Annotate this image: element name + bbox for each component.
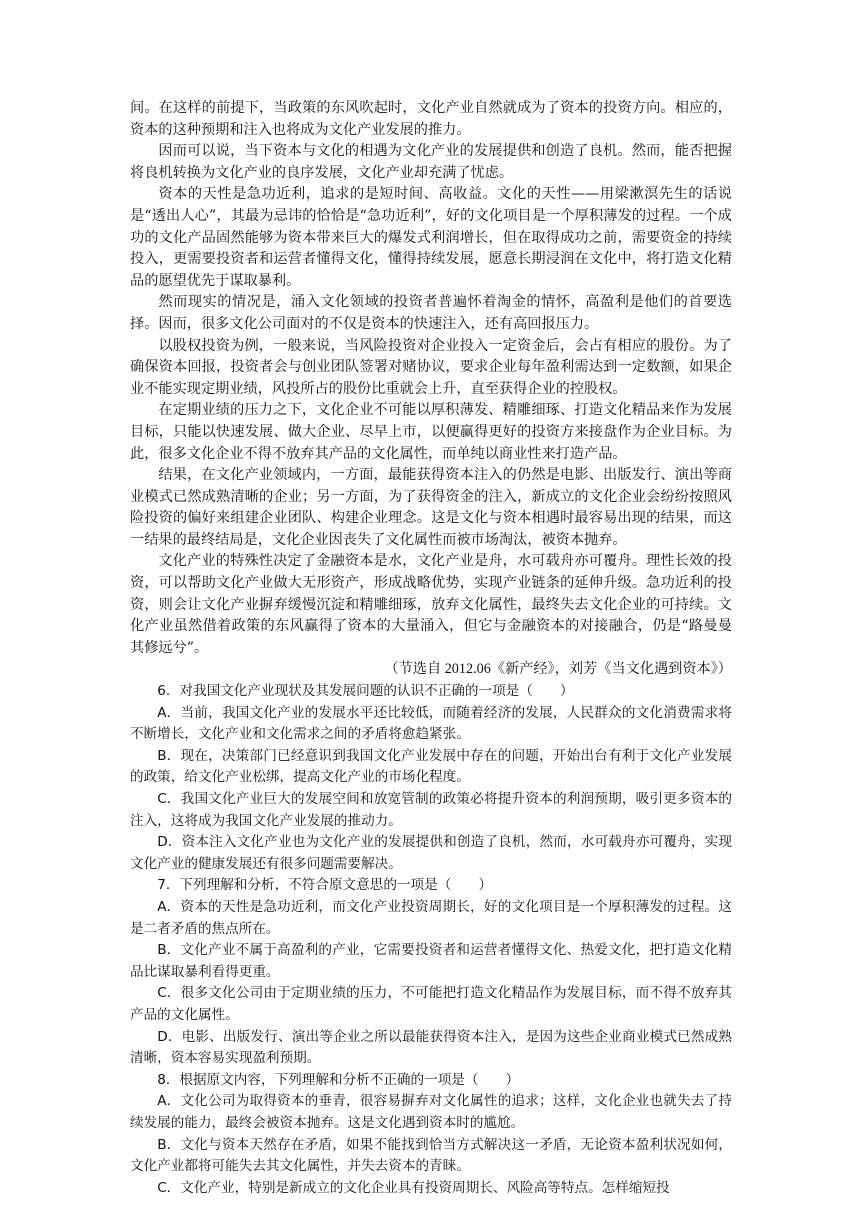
source-citation: （节选自 2012.06《新产经》，刘芳《当文化遇到资本》） (384, 661, 732, 678)
passage-paragraph: 因而可以说，当下资本与文化的相遇为文化产业的发展提供和创造了良机。然而，能否把握将良机转换为文化产业的良序发展，文化产业却充满了忧虑。 (130, 143, 732, 181)
question-6-option-b: B．现在，决策部门已经意识到我国文化产业发展中存在的问题，开始出台有利于文化产业发展的政策，给文化产业松绑，提高文化产业的市场化程度。 (130, 747, 732, 786)
question-8-option-c: C．文化产业，特别是新成立的文化企业具有投资周期长、风险高等特点。怎样缩短投 (157, 1179, 670, 1196)
passage-paragraph-continued: 间。在这样的前提下，当政策的东风吹起时，文化产业自然就成为了资本的投资方向。相应的，资本的这种预期和注入也将成为文化产业发展的推力。 (130, 100, 732, 138)
question-7-stem: 7．下列理解和分析，不符合原文意思的一项是（ ） (157, 877, 493, 894)
question-8-option-a: A．文化公司为取得资本的垂青，很容易摒弃对文化属性的追求；这样，文化企业也就失去了持续发展的能力，最终会被资本抛弃。这是文化遇到资本时的尴尬。 (130, 1093, 732, 1131)
question-6-stem: 6．对我国文化产业现状及其发展问题的认识不正确的一项是（ ） (157, 683, 574, 700)
question-7-option-c: C．很多文化公司由于定期业绩的压力，不可能把打造文化精品作为发展目标，而不得不放弃其产品的文化属性。 (130, 985, 732, 1023)
question-6-option-c: C．我国文化产业巨大的发展空间和放宽管制的政策必将提升资本的利润预期，吸引更多资本的注入，这将成为我国文化产业发展的推动力。 (130, 791, 732, 829)
question-7-option-b: B．文化产业不属于高盈利的产业，它需要投资者和运营者懂得文化、热爱文化，把打造文化精品比谋取暴利看得更重。 (130, 942, 732, 980)
question-8-stem: 8．根据原文内容，下列理解和分析不正确的一项是（ ） (157, 1071, 520, 1088)
passage-paragraph: 在定期业绩的压力之下，文化企业不可能以厚积薄发、精雕细琢、打造文化精品来作为发展目标，只能以快速发展、做大企业、尽早上市，以便赢得更好的投资方来接盘作为企业目标。为此，很多文化企业不得不放弃其产品的文化属性，而单纯以商业性来打造产品。 (130, 402, 732, 462)
passage-paragraph: 文化产业的特殊性决定了金融资本是水，文化产业是舟，水可载舟亦可覆舟。理性长效的投资，可以帮助文化产业做大无形资产，形成战略优势，实现产业链条的延伸升级。急功近利的投资，则会让文化产业摒弃缓慢沉淀和精雕细琢，放弃文化属性，最终失去文化企业的可持续。文化产业虽然借着政策的东风赢得了资本的大量涌入，但它与金融资本的对接融合，仍是“路曼曼其修远兮”。 (130, 553, 732, 656)
question-8-option-b: B．文化与资本天然存在矛盾，如果不能找到恰当方式解决这一矛盾，无论资本盈利状况如何，文化产业都将可能失去其文化属性，并失去资本的青睐。 (130, 1136, 732, 1175)
question-7-option-a: A．资本的天性是急功近利，而文化产业投资周期长，好的文化项目是一个厚积薄发的过程。这是二者矛盾的焦点所在。 (130, 898, 732, 937)
passage-paragraph: 以股权投资为例，一般来说，当风险投资对企业投入一定资金后，会占有相应的股份。为了确保资本回报，投资者会与创业团队签署对赌协议，要求企业每年盈利需达到一定数额，如果企业不能实现定期业绩，风投所占的股份比重就会上升，直至获得企业的控股权。 (130, 337, 732, 397)
passage-paragraph: 结果，在文化产业领域内，一方面，最能获得资本注入的仍然是电影、出版发行、演出等商业模式已然成熟清晰的企业；另一方面，为了获得资金的注入，新成立的文化企业会纷纷按照风险投资的偏好来组建企业团队、构建企业理念。这是文化与资本相遇时最容易出现的结果，而这一结果的最终结局是，文化企业因丧失了文化属性而被市场淘汰，被资本抛弃。 (130, 467, 732, 548)
question-7-option-d: D．电影、出版发行、演出等企业之所以最能获得资本注入，是因为这些企业商业模式已然成熟清晰，资本容易实现盈利预期。 (130, 1028, 732, 1067)
exam-page (130, 98, 732, 1199)
question-6-option-a: A．当前，我国文化产业的发展水平还比较低，而随着经济的发展，人民群众的文化消费需求将不断增长，文化产业和文化需求之间的矛盾将愈趋紧张。 (130, 704, 732, 743)
question-6-option-d: D．资本注入文化产业也为文化产业的发展提供和创造了良机，然而，水可载舟亦可覆舟，实现文化产业的健康发展还有很多问题需要解决。 (130, 834, 732, 872)
passage-paragraph: 然而现实的情况是，涌入文化领域的投资者普遍怀着淘金的情怀，高盈利是他们的首要选择。因而，很多文化公司面对的不仅是资本的快速注入，还有高回报压力。 (130, 294, 732, 332)
passage-paragraph: 资本的天性是急功近利，追求的是短时间、高收益。文化的天性——用梁漱溟先生的话说是“透出人心”，其最为忌讳的恰恰是“急功近利”，好的文化项目是一个厚积薄发的过程。一个成功的文化产品固然能够为资本带来巨大的爆发式利润增长，但在取得成功之前，需要资金的持续投入，更需要投资者和运营者懂得文化，懂得持续发展，愿意长期浸润在文化中，将打造文化精品的愿望优先于谋取暴利。 (130, 186, 732, 289)
